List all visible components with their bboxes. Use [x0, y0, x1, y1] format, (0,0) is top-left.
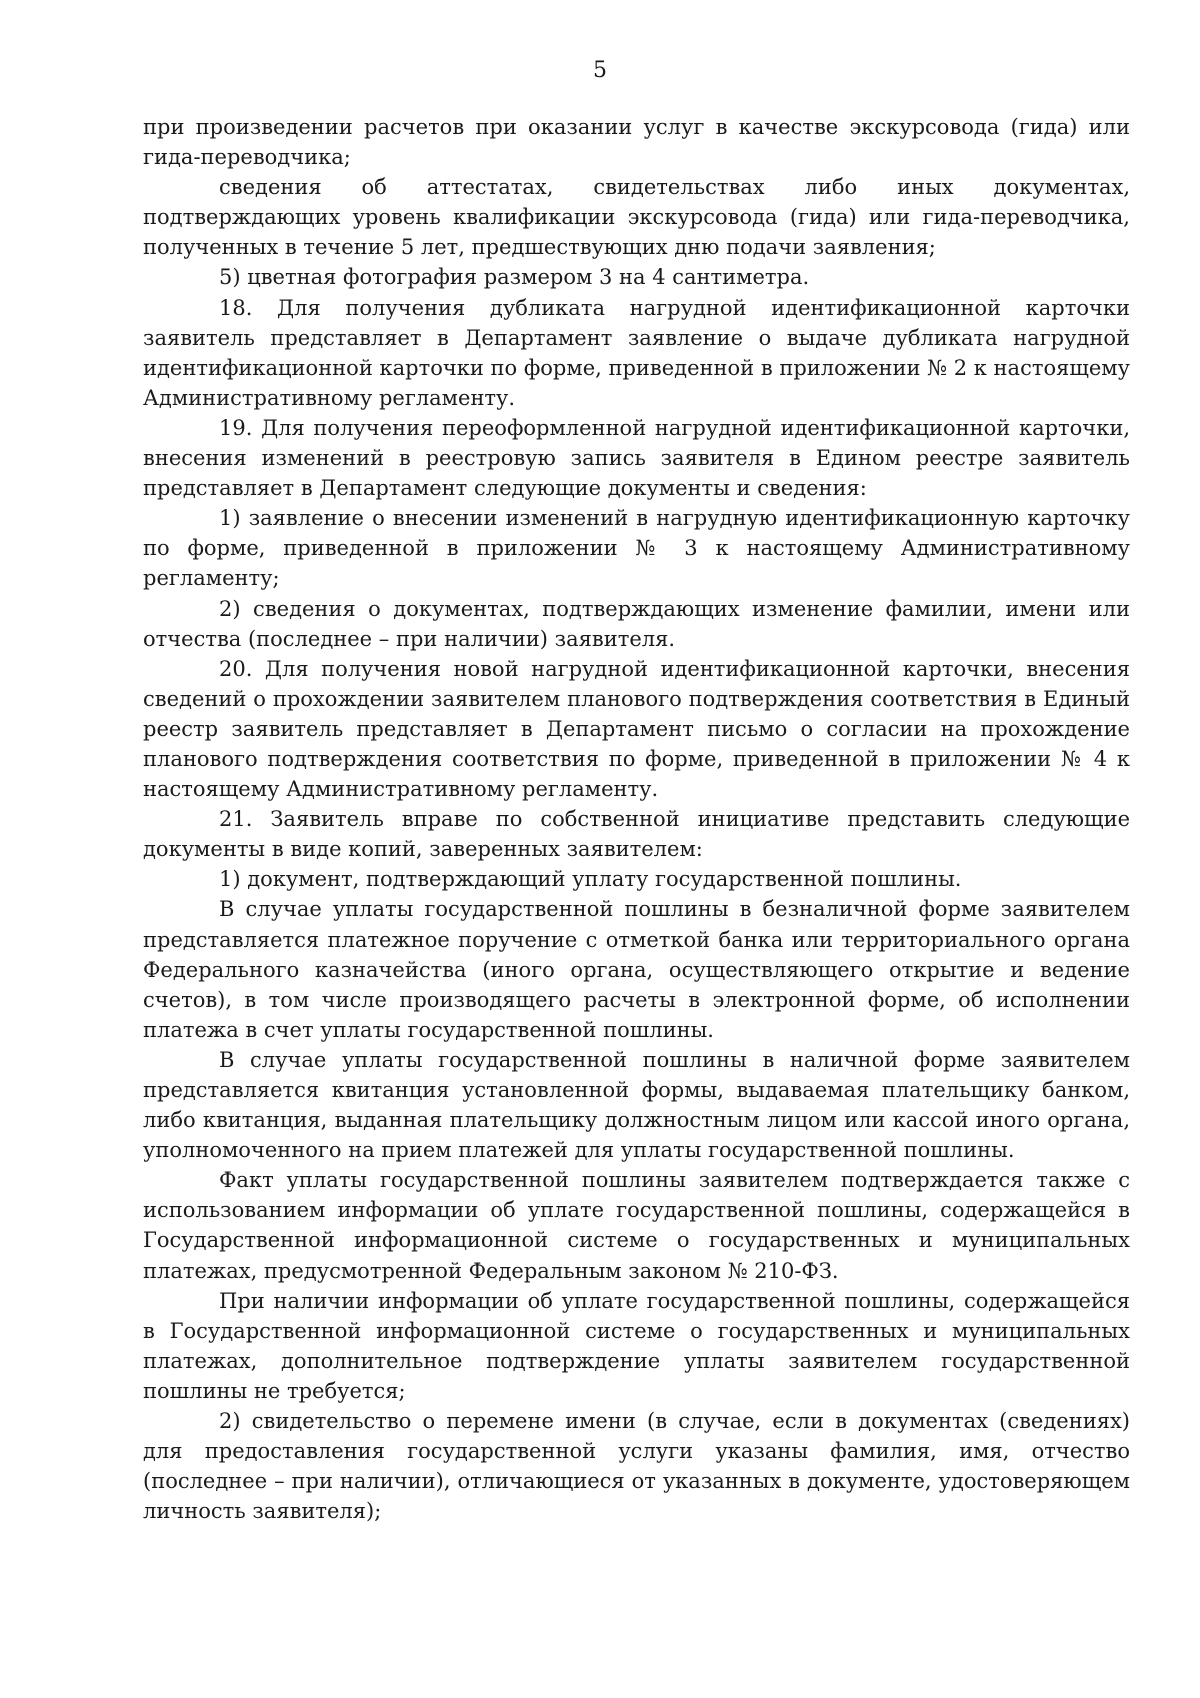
- paragraph: В случае уплаты государственной пошлины в безналичной форме заявителем представляется платежное поручение с отметкой банка или территориального органа Федерального казначейства (иного органа, осуществляющего открытие и ведение счетов), в том числе производящего расчеты в электронной форме, об исполнении платежа в счет уплаты государственной пошлины.: [143, 897, 1130, 1042]
- paragraph: 19. Для получения переоформленной нагрудной идентификационной карточки, внесения изменений в реестровую запись заявителя в Едином реестре заявитель представляет в Департамент следующие документы и сведения:: [143, 415, 1130, 501]
- document-body: [143, 112, 1130, 1526]
- paragraph: 1) заявление о внесении изменений в нагрудную идентификационную карточку по форме, приведенной в приложении № 3 к настоящему Административному регламенту;: [143, 506, 1130, 591]
- paragraph: при произведении расчетов при оказании услуг в качестве экскурсовода (гида) или гида-переводчика;: [143, 115, 1130, 170]
- paragraph: сведения об аттестатах, свидетельствах либо иных документах, подтверждающих уровень квалификации экскурсовода (гида) или гида-переводчика, полученных в течение 5 лет, предшествующих дню подачи заявления;: [143, 175, 1130, 260]
- paragraph: 21. Заявитель вправе по собственной инициативе представить следующие документы в виде копий, заверенных заявителем:: [143, 807, 1130, 862]
- paragraph: 20. Для получения новой нагрудной идентификационной карточки, внесения сведений о прохождении заявителем планового подтверждения соответствия в Единый реестр заявитель представляет в Департамент письмо о согласии на прохождение планового подтверждения соответствия по форме, приведенной в приложении № 4 к настоящему Административному регламенту.: [143, 656, 1130, 802]
- paragraph: 5) цветная фотография размером 3 на 4 сантиметра.: [219, 265, 810, 290]
- paragraph: 1) документ, подтверждающий уплату государственной пошлины.: [219, 867, 962, 892]
- page-number: 5: [593, 58, 607, 83]
- paragraph: Факт уплаты государственной пошлины заявителем подтверждается также с использованием информации об уплате государственной пошлины, содержащейся в Государственной информационной системе о государственных и муниципальных платежах, предусмотренной Федеральным законом № 210-ФЗ.: [143, 1168, 1130, 1283]
- paragraph: 2) свидетельство о перемене имени (в случае, если в документах (сведениях) для предоставления государственной услуги указаны фамилия, имя, отчество (последнее – при наличии), отличающиеся от указанных в документе, удостоверяющем личность заявителя);: [143, 1409, 1130, 1524]
- paragraph: 2) сведения о документах, подтверждающих изменение фамилии, имени или отчества (последнее – при наличии) заявителя.: [143, 596, 1130, 651]
- paragraph: 18. Для получения дубликата нагрудной идентификационной карточки заявитель представляет в Департамент заявление о выдаче дубликата нагрудной идентификационной карточки по форме, приведенной в приложении № 2 к настоящему Административному регламенту.: [143, 295, 1130, 410]
- paragraph: При наличии информации об уплате государственной пошлины, содержащейся в Государственной информационной системе о государственных и муниципальных платежах, дополнительное подтверждение уплаты заявителем государственной пошлины не требуется;: [143, 1288, 1130, 1403]
- paragraph: В случае уплаты государственной пошлины в наличной форме заявителем представляется квитанция установленной формы, выдаваемая плательщику банком, либо квитанция, выданная плательщику должностным лицом или кассой иного органа, уполномоченного на прием платежей для уплаты государственной пошлины.: [143, 1047, 1130, 1163]
